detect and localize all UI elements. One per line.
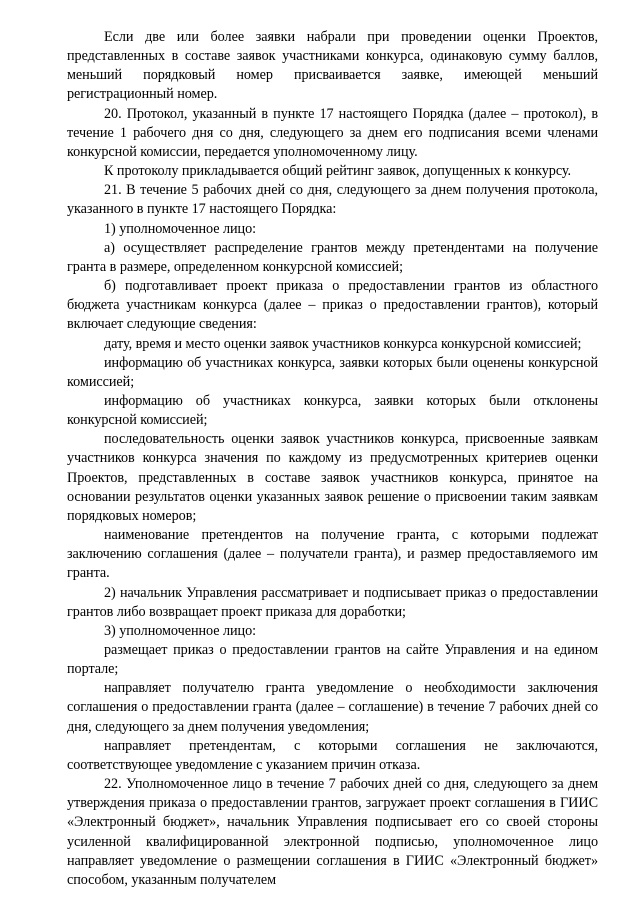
paragraph-21-intro: 21. В течение 5 рабочих дней со дня, следующего за днем получения протокола, указанного в пункте 17 настоящего Порядка: [67, 182, 598, 218]
paragraph-rating-attachment: К протоколу прикладывается общий рейтинг заявок, допущенных к конкурсу. [104, 163, 572, 180]
paragraph-21-1-a: а) осуществляет распределение грантов между претендентами на получение гранта в размере, определенном конкурсной комиссией; [67, 239, 598, 275]
paragraph-22-agreement: 22. Уполномоченное лицо в течение 7 рабочих дней со дня, следующего за днем утверждения приказа о предоставлении грантов, загружает проект соглашения в ГИИС «Электронный бюджет», начальник Управления подписывает его со своей стороны усиленной квалифицированной электронной подписью, уполномоченное лицо направляет уведомление о размещении соглашения в ГИИС «Электронный бюджет» способом, указанным получателем [67, 776, 598, 888]
paragraph-info-sequence: последовательность оценки заявок участников конкурса, присвоенные заявкам участников конкурса значения по каждому из предусмотренных критериев оценки Проектов, представленных в составе заявок участников конкурса, принятое на основании результатов оценки указанных заявок решение о присвоении таким заявкам порядковых номеров; [67, 431, 598, 524]
paragraph-21-1: 1) уполномоченное лицо: [104, 220, 257, 237]
paragraph-info-rejected: информацию об участниках конкурса, заявки которых были отклонены конкурсной комиссией; [67, 392, 598, 429]
paragraph-21-1-b: б) подготавливает проект приказа о предоставлении грантов из областного бюджета участникам конкурса (далее – приказ о предоставлении грантов), который включает следующие сведения: [67, 278, 598, 333]
paragraph-info-recipients: наименование претендентов на получение гранта, с которыми подлежат заключению соглашения (далее – получатели гранта), и размер предоставляемого им гранта. [67, 527, 598, 582]
paragraph-20-protocol: 20. Протокол, указанный в пункте 17 настоящего Порядка (далее – протокол), в течение 1 рабочего дня со дня, следующего за днем его подписания всеми членами конкурсной комиссии, передается уполномоченному лицу. [67, 105, 598, 160]
paragraph-tie-breaking: Если две или более заявки набрали при проведении оценки Проектов, представленных в составе заявок участниками конкурса, одинаковую сумму баллов, меньший порядковый номер присваивается заявке, имеющей меньший регистрационный номер. [67, 29, 598, 103]
paragraph-info-evaluated: информацию об участниках конкурса, заявки которых были оценены конкурсной комиссией; [67, 354, 598, 390]
paragraph-info-date: дату, время и место оценки заявок участников конкурса конкурсной комиссией; [104, 335, 582, 352]
paragraph-publish-order: размещает приказ о предоставлении грантов на сайте Управления и на едином портале; [67, 642, 598, 678]
paragraph-21-3: 3) уполномоченное лицо: [104, 622, 257, 639]
paragraph-notify-refusal: направляет претендентам, с которыми соглашения не заключаются, соответствующее уведомление с указанием причин отказа. [67, 737, 598, 773]
paragraph-notify-recipient: направляет получателю гранта уведомление о необходимости заключения соглашения о предоставлении гранта (далее – соглашение) в течение 7 рабочих дней со дня, следующего за днем получения уведомления; [67, 680, 598, 735]
paragraph-21-2: 2) начальник Управления рассматривает и подписывает приказ о предоставлении грантов либо возвращает проект приказа для доработки; [67, 584, 598, 620]
